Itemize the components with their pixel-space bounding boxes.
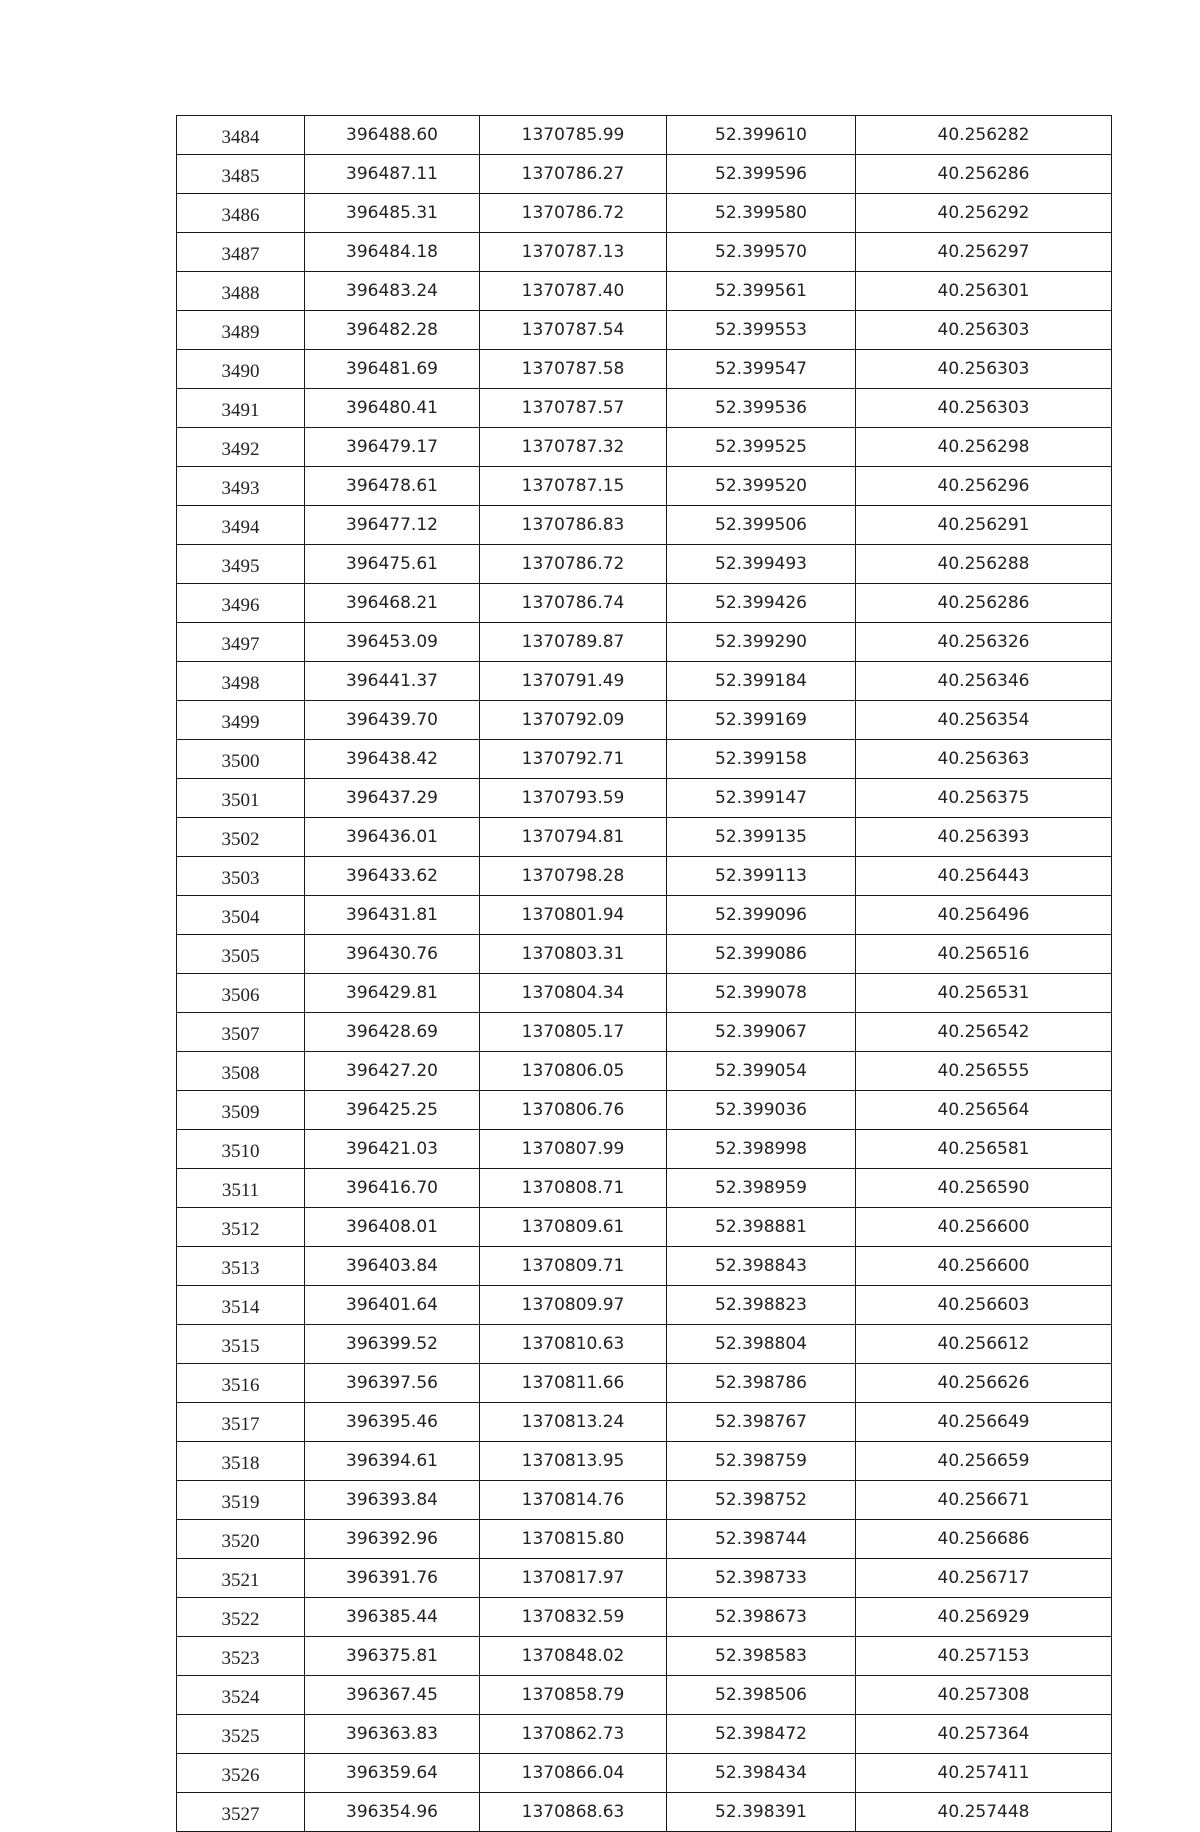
latitude-cell: 40.256649 (856, 1403, 1112, 1442)
point-number-cell: 3488 (177, 272, 305, 311)
x-coordinate-cell: 396481.69 (305, 350, 480, 389)
table-row (177, 1520, 1112, 1559)
table-row (177, 740, 1112, 779)
longitude-cell: 52.399036 (667, 1091, 856, 1130)
table-row (177, 1169, 1112, 1208)
longitude-cell: 52.399580 (667, 194, 856, 233)
latitude-cell: 40.256516 (856, 935, 1112, 974)
longitude-cell: 52.399553 (667, 311, 856, 350)
longitude-cell: 52.399506 (667, 506, 856, 545)
x-coordinate-cell: 396363.83 (305, 1715, 480, 1754)
y-coordinate-cell: 1370801.94 (480, 896, 667, 935)
x-coordinate-cell: 396392.96 (305, 1520, 480, 1559)
x-coordinate-cell: 396480.41 (305, 389, 480, 428)
longitude-cell: 52.399290 (667, 623, 856, 662)
point-number-cell: 3489 (177, 311, 305, 350)
point-number-cell: 3496 (177, 584, 305, 623)
latitude-cell: 40.257411 (856, 1754, 1112, 1793)
table-row (177, 428, 1112, 467)
longitude-cell: 52.398998 (667, 1130, 856, 1169)
point-number-cell: 3518 (177, 1442, 305, 1481)
table-row (177, 1559, 1112, 1598)
latitude-cell: 40.256686 (856, 1520, 1112, 1559)
x-coordinate-cell: 396483.24 (305, 272, 480, 311)
latitude-cell: 40.256600 (856, 1247, 1112, 1286)
latitude-cell: 40.256929 (856, 1598, 1112, 1637)
longitude-cell: 52.399596 (667, 155, 856, 194)
table-row (177, 1403, 1112, 1442)
x-coordinate-cell: 396431.81 (305, 896, 480, 935)
x-coordinate-cell: 396477.12 (305, 506, 480, 545)
latitude-cell: 40.256659 (856, 1442, 1112, 1481)
latitude-cell: 40.256296 (856, 467, 1112, 506)
longitude-cell: 52.399184 (667, 662, 856, 701)
point-number-cell: 3524 (177, 1676, 305, 1715)
point-number-cell: 3500 (177, 740, 305, 779)
point-number-cell: 3512 (177, 1208, 305, 1247)
x-coordinate-cell: 396433.62 (305, 857, 480, 896)
point-number-cell: 3486 (177, 194, 305, 233)
x-coordinate-cell: 396399.52 (305, 1325, 480, 1364)
x-coordinate-cell: 396367.45 (305, 1676, 480, 1715)
x-coordinate-cell: 396482.28 (305, 311, 480, 350)
table-row (177, 1208, 1112, 1247)
longitude-cell: 52.398434 (667, 1754, 856, 1793)
table-row (177, 155, 1112, 194)
latitude-cell: 40.256303 (856, 389, 1112, 428)
latitude-cell: 40.256326 (856, 623, 1112, 662)
latitude-cell: 40.256298 (856, 428, 1112, 467)
longitude-cell: 52.399536 (667, 389, 856, 428)
point-number-cell: 3526 (177, 1754, 305, 1793)
table-row (177, 662, 1112, 701)
table-row (177, 857, 1112, 896)
table-row (177, 701, 1112, 740)
latitude-cell: 40.256603 (856, 1286, 1112, 1325)
coordinates-table (176, 115, 1112, 1832)
y-coordinate-cell: 1370868.63 (480, 1793, 667, 1832)
latitude-cell: 40.257308 (856, 1676, 1112, 1715)
table-row (177, 272, 1112, 311)
longitude-cell: 52.398506 (667, 1676, 856, 1715)
x-coordinate-cell: 396453.09 (305, 623, 480, 662)
y-coordinate-cell: 1370815.80 (480, 1520, 667, 1559)
point-number-cell: 3525 (177, 1715, 305, 1754)
point-number-cell: 3491 (177, 389, 305, 428)
longitude-cell: 52.399147 (667, 779, 856, 818)
point-number-cell: 3498 (177, 662, 305, 701)
x-coordinate-cell: 396375.81 (305, 1637, 480, 1676)
longitude-cell: 52.398786 (667, 1364, 856, 1403)
y-coordinate-cell: 1370862.73 (480, 1715, 667, 1754)
y-coordinate-cell: 1370785.99 (480, 116, 667, 155)
point-number-cell: 3490 (177, 350, 305, 389)
table-row (177, 1013, 1112, 1052)
longitude-cell: 52.398752 (667, 1481, 856, 1520)
longitude-cell: 52.398759 (667, 1442, 856, 1481)
point-number-cell: 3505 (177, 935, 305, 974)
table-row (177, 1130, 1112, 1169)
latitude-cell: 40.256717 (856, 1559, 1112, 1598)
x-coordinate-cell: 396354.96 (305, 1793, 480, 1832)
longitude-cell: 52.398767 (667, 1403, 856, 1442)
longitude-cell: 52.399493 (667, 545, 856, 584)
point-number-cell: 3504 (177, 896, 305, 935)
latitude-cell: 40.256286 (856, 584, 1112, 623)
latitude-cell: 40.256354 (856, 701, 1112, 740)
x-coordinate-cell: 396385.44 (305, 1598, 480, 1637)
point-number-cell: 3520 (177, 1520, 305, 1559)
latitude-cell: 40.256375 (856, 779, 1112, 818)
x-coordinate-cell: 396438.42 (305, 740, 480, 779)
x-coordinate-cell: 396393.84 (305, 1481, 480, 1520)
point-number-cell: 3516 (177, 1364, 305, 1403)
x-coordinate-cell: 396397.56 (305, 1364, 480, 1403)
latitude-cell: 40.256282 (856, 116, 1112, 155)
y-coordinate-cell: 1370787.40 (480, 272, 667, 311)
y-coordinate-cell: 1370793.59 (480, 779, 667, 818)
latitude-cell: 40.256363 (856, 740, 1112, 779)
table-row (177, 116, 1112, 155)
latitude-cell: 40.256612 (856, 1325, 1112, 1364)
table-row (177, 194, 1112, 233)
x-coordinate-cell: 396425.25 (305, 1091, 480, 1130)
latitude-cell: 40.256297 (856, 233, 1112, 272)
table-row (177, 350, 1112, 389)
y-coordinate-cell: 1370832.59 (480, 1598, 667, 1637)
x-coordinate-cell: 396416.70 (305, 1169, 480, 1208)
y-coordinate-cell: 1370789.87 (480, 623, 667, 662)
latitude-cell: 40.256303 (856, 311, 1112, 350)
point-number-cell: 3517 (177, 1403, 305, 1442)
y-coordinate-cell: 1370787.13 (480, 233, 667, 272)
table-row (177, 1325, 1112, 1364)
table-row (177, 935, 1112, 974)
point-number-cell: 3515 (177, 1325, 305, 1364)
longitude-cell: 52.399054 (667, 1052, 856, 1091)
latitude-cell: 40.256303 (856, 350, 1112, 389)
y-coordinate-cell: 1370787.15 (480, 467, 667, 506)
latitude-cell: 40.257448 (856, 1793, 1112, 1832)
latitude-cell: 40.256531 (856, 974, 1112, 1013)
point-number-cell: 3513 (177, 1247, 305, 1286)
longitude-cell: 52.398823 (667, 1286, 856, 1325)
y-coordinate-cell: 1370813.95 (480, 1442, 667, 1481)
y-coordinate-cell: 1370809.97 (480, 1286, 667, 1325)
point-number-cell: 3510 (177, 1130, 305, 1169)
longitude-cell: 52.399096 (667, 896, 856, 935)
longitude-cell: 52.398804 (667, 1325, 856, 1364)
x-coordinate-cell: 396359.64 (305, 1754, 480, 1793)
latitude-cell: 40.256626 (856, 1364, 1112, 1403)
table-row (177, 506, 1112, 545)
point-number-cell: 3501 (177, 779, 305, 818)
x-coordinate-cell: 396436.01 (305, 818, 480, 857)
point-number-cell: 3508 (177, 1052, 305, 1091)
y-coordinate-cell: 1370814.76 (480, 1481, 667, 1520)
x-coordinate-cell: 396485.31 (305, 194, 480, 233)
x-coordinate-cell: 396391.76 (305, 1559, 480, 1598)
x-coordinate-cell: 396408.01 (305, 1208, 480, 1247)
longitude-cell: 52.399067 (667, 1013, 856, 1052)
table-row (177, 311, 1112, 350)
x-coordinate-cell: 396437.29 (305, 779, 480, 818)
longitude-cell: 52.399158 (667, 740, 856, 779)
longitude-cell: 52.398733 (667, 1559, 856, 1598)
longitude-cell: 52.399520 (667, 467, 856, 506)
point-number-cell: 3507 (177, 1013, 305, 1052)
y-coordinate-cell: 1370803.31 (480, 935, 667, 974)
y-coordinate-cell: 1370787.58 (480, 350, 667, 389)
x-coordinate-cell: 396427.20 (305, 1052, 480, 1091)
x-coordinate-cell: 396428.69 (305, 1013, 480, 1052)
y-coordinate-cell: 1370806.76 (480, 1091, 667, 1130)
longitude-cell: 52.398744 (667, 1520, 856, 1559)
y-coordinate-cell: 1370813.24 (480, 1403, 667, 1442)
latitude-cell: 40.256555 (856, 1052, 1112, 1091)
x-coordinate-cell: 396395.46 (305, 1403, 480, 1442)
table-row (177, 1637, 1112, 1676)
latitude-cell: 40.257153 (856, 1637, 1112, 1676)
latitude-cell: 40.256286 (856, 155, 1112, 194)
point-number-cell: 3514 (177, 1286, 305, 1325)
point-number-cell: 3485 (177, 155, 305, 194)
longitude-cell: 52.399113 (667, 857, 856, 896)
longitude-cell: 52.399610 (667, 116, 856, 155)
longitude-cell: 52.398391 (667, 1793, 856, 1832)
table-row (177, 1676, 1112, 1715)
table-row (177, 896, 1112, 935)
table-row (177, 1481, 1112, 1520)
latitude-cell: 40.256671 (856, 1481, 1112, 1520)
latitude-cell: 40.256393 (856, 818, 1112, 857)
table-row (177, 1442, 1112, 1481)
y-coordinate-cell: 1370817.97 (480, 1559, 667, 1598)
table-row (177, 1715, 1112, 1754)
longitude-cell: 52.399169 (667, 701, 856, 740)
latitude-cell: 40.256581 (856, 1130, 1112, 1169)
x-coordinate-cell: 396429.81 (305, 974, 480, 1013)
y-coordinate-cell: 1370786.27 (480, 155, 667, 194)
point-number-cell: 3492 (177, 428, 305, 467)
longitude-cell: 52.399525 (667, 428, 856, 467)
table-row (177, 623, 1112, 662)
longitude-cell: 52.398583 (667, 1637, 856, 1676)
point-number-cell: 3509 (177, 1091, 305, 1130)
latitude-cell: 40.256301 (856, 272, 1112, 311)
latitude-cell: 40.256600 (856, 1208, 1112, 1247)
latitude-cell: 40.256291 (856, 506, 1112, 545)
x-coordinate-cell: 396430.76 (305, 935, 480, 974)
latitude-cell: 40.256590 (856, 1169, 1112, 1208)
y-coordinate-cell: 1370792.71 (480, 740, 667, 779)
point-number-cell: 3506 (177, 974, 305, 1013)
longitude-cell: 52.399078 (667, 974, 856, 1013)
longitude-cell: 52.398472 (667, 1715, 856, 1754)
longitude-cell: 52.398881 (667, 1208, 856, 1247)
point-number-cell: 3511 (177, 1169, 305, 1208)
y-coordinate-cell: 1370810.63 (480, 1325, 667, 1364)
y-coordinate-cell: 1370808.71 (480, 1169, 667, 1208)
y-coordinate-cell: 1370804.34 (480, 974, 667, 1013)
y-coordinate-cell: 1370811.66 (480, 1364, 667, 1403)
y-coordinate-cell: 1370807.99 (480, 1130, 667, 1169)
y-coordinate-cell: 1370787.32 (480, 428, 667, 467)
x-coordinate-cell: 396475.61 (305, 545, 480, 584)
longitude-cell: 52.399547 (667, 350, 856, 389)
table-row (177, 584, 1112, 623)
x-coordinate-cell: 396488.60 (305, 116, 480, 155)
point-number-cell: 3503 (177, 857, 305, 896)
table-row (177, 818, 1112, 857)
longitude-cell: 52.399561 (667, 272, 856, 311)
longitude-cell: 52.398843 (667, 1247, 856, 1286)
table-row (177, 389, 1112, 428)
y-coordinate-cell: 1370806.05 (480, 1052, 667, 1091)
x-coordinate-cell: 396401.64 (305, 1286, 480, 1325)
y-coordinate-cell: 1370866.04 (480, 1754, 667, 1793)
y-coordinate-cell: 1370809.71 (480, 1247, 667, 1286)
latitude-cell: 40.256496 (856, 896, 1112, 935)
table-row (177, 1247, 1112, 1286)
x-coordinate-cell: 396439.70 (305, 701, 480, 740)
longitude-cell: 52.399426 (667, 584, 856, 623)
longitude-cell: 52.399570 (667, 233, 856, 272)
point-number-cell: 3502 (177, 818, 305, 857)
table-row (177, 1598, 1112, 1637)
table-row (177, 779, 1112, 818)
longitude-cell: 52.398673 (667, 1598, 856, 1637)
x-coordinate-cell: 396394.61 (305, 1442, 480, 1481)
x-coordinate-cell: 396484.18 (305, 233, 480, 272)
x-coordinate-cell: 396487.11 (305, 155, 480, 194)
y-coordinate-cell: 1370791.49 (480, 662, 667, 701)
x-coordinate-cell: 396441.37 (305, 662, 480, 701)
y-coordinate-cell: 1370787.54 (480, 311, 667, 350)
table-row (177, 233, 1112, 272)
latitude-cell: 40.256443 (856, 857, 1112, 896)
y-coordinate-cell: 1370798.28 (480, 857, 667, 896)
y-coordinate-cell: 1370786.74 (480, 584, 667, 623)
y-coordinate-cell: 1370809.61 (480, 1208, 667, 1247)
latitude-cell: 40.257364 (856, 1715, 1112, 1754)
latitude-cell: 40.256292 (856, 194, 1112, 233)
y-coordinate-cell: 1370786.72 (480, 194, 667, 233)
point-number-cell: 3493 (177, 467, 305, 506)
y-coordinate-cell: 1370848.02 (480, 1637, 667, 1676)
table-row (177, 1091, 1112, 1130)
y-coordinate-cell: 1370786.72 (480, 545, 667, 584)
point-number-cell: 3497 (177, 623, 305, 662)
table-row (177, 1286, 1112, 1325)
coordinates-table-body (177, 116, 1112, 1832)
table-row (177, 1793, 1112, 1832)
longitude-cell: 52.399135 (667, 818, 856, 857)
point-number-cell: 3519 (177, 1481, 305, 1520)
y-coordinate-cell: 1370858.79 (480, 1676, 667, 1715)
y-coordinate-cell: 1370786.83 (480, 506, 667, 545)
point-number-cell: 3527 (177, 1793, 305, 1832)
table-row (177, 1754, 1112, 1793)
x-coordinate-cell: 396421.03 (305, 1130, 480, 1169)
y-coordinate-cell: 1370794.81 (480, 818, 667, 857)
latitude-cell: 40.256564 (856, 1091, 1112, 1130)
point-number-cell: 3523 (177, 1637, 305, 1676)
latitude-cell: 40.256346 (856, 662, 1112, 701)
longitude-cell: 52.398959 (667, 1169, 856, 1208)
point-number-cell: 3494 (177, 506, 305, 545)
x-coordinate-cell: 396478.61 (305, 467, 480, 506)
point-number-cell: 3499 (177, 701, 305, 740)
table-row (177, 1052, 1112, 1091)
table-row (177, 545, 1112, 584)
table-row (177, 974, 1112, 1013)
latitude-cell: 40.256288 (856, 545, 1112, 584)
point-number-cell: 3522 (177, 1598, 305, 1637)
point-number-cell: 3487 (177, 233, 305, 272)
table-row (177, 1364, 1112, 1403)
latitude-cell: 40.256542 (856, 1013, 1112, 1052)
x-coordinate-cell: 396479.17 (305, 428, 480, 467)
point-number-cell: 3484 (177, 116, 305, 155)
y-coordinate-cell: 1370805.17 (480, 1013, 667, 1052)
point-number-cell: 3521 (177, 1559, 305, 1598)
longitude-cell: 52.399086 (667, 935, 856, 974)
y-coordinate-cell: 1370792.09 (480, 701, 667, 740)
y-coordinate-cell: 1370787.57 (480, 389, 667, 428)
table-row (177, 467, 1112, 506)
point-number-cell: 3495 (177, 545, 305, 584)
x-coordinate-cell: 396468.21 (305, 584, 480, 623)
x-coordinate-cell: 396403.84 (305, 1247, 480, 1286)
